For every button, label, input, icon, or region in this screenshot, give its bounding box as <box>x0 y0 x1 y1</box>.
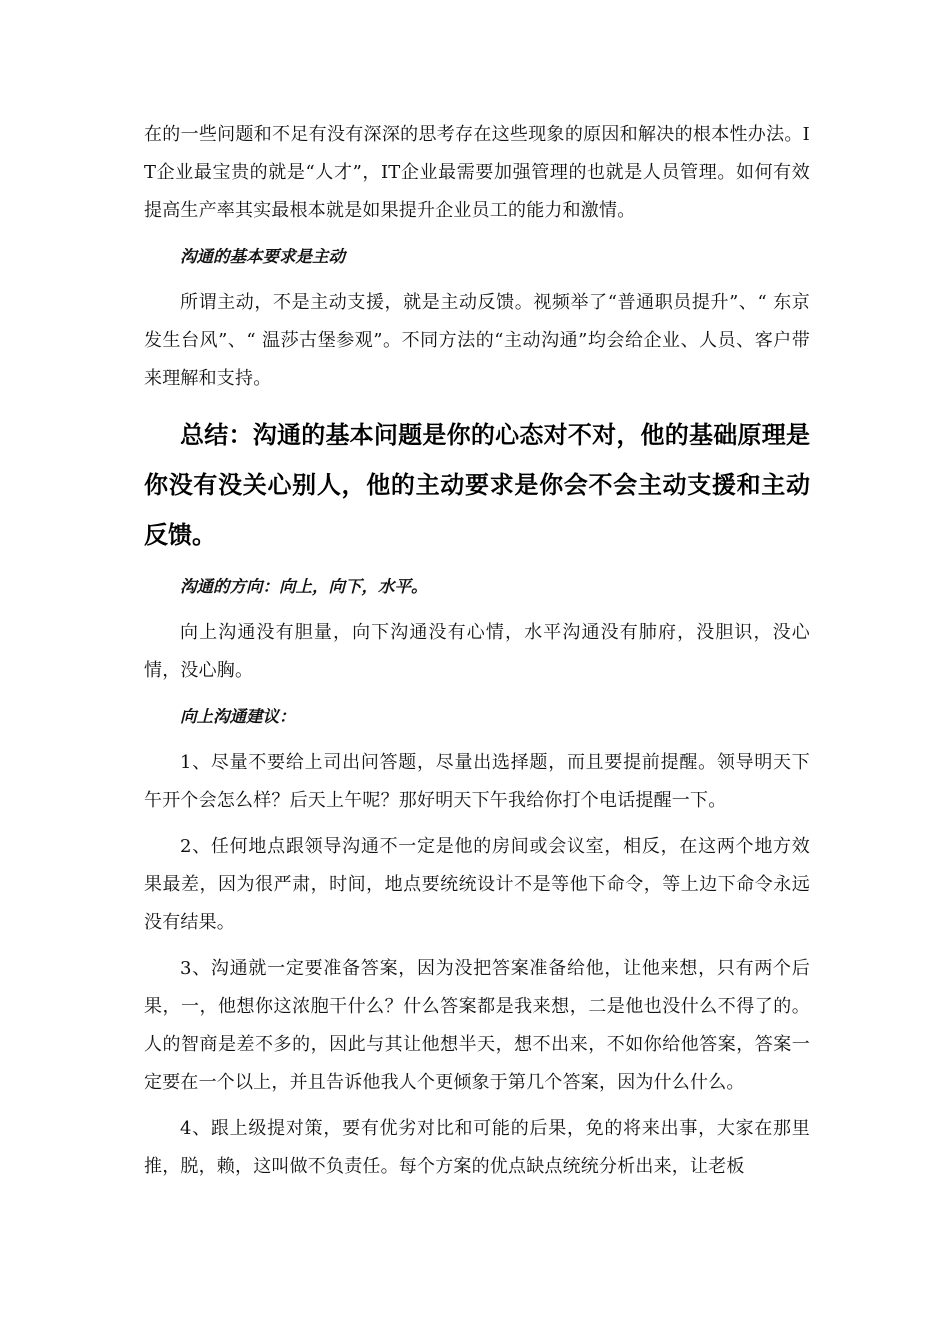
paragraph-proactive: 所谓主动，不是主动支援，就是主动反馈。视频举了“普通职员提升”、“ 东京发生台风”、“ 温莎古堡参观”。不同方法的“主动沟通”均会给企业、人员、客户带来理解和支持。 <box>144 292 810 389</box>
heading-directions: 沟通的方向：向上，向下，水平。 <box>180 577 428 596</box>
paragraph-suggestion-3: 3、沟通就一定要准备答案，因为没把答案准备给他，让他来想，只有两个后果，一，他想你这浓胞干什么？什么答案都是我来想，二是他也没什么不得了的。人的智商是差不多的，因此与其让他想半天，想不出来，不如你给他答案，答案一定要在一个以上，并且告诉他我人个更倾象于第几个答案，因为什么什么。 <box>144 958 810 1093</box>
heading-basic-requirement: 沟通的基本要求是主动 <box>180 247 345 266</box>
paragraph-directions: 向上沟通没有胆量，向下沟通没有心情，水平沟通没有肺府，没胆识，没心情，没心胸。 <box>144 622 810 681</box>
paragraph-intro: 在的一些问题和不足有没有深深的思考存在这些现象的原因和解决的根本性办法。IT企业最宝贵的就是“人才”，IT企业最需要加强管理的也就是人员管理。如何有效提高生产率其实最根本就是如果提升企业员工的能力和激情。 <box>144 124 810 221</box>
heading-upward-suggestions: 向上沟通建议： <box>180 707 296 726</box>
paragraph-suggestion-2: 2、任何地点跟领导沟通不一定是他的房间或会议室，相反，在这两个地方效果最差，因为很严肃，时间，地点要统统设计不是等他下命令，等上边下命令永远没有结果。 <box>144 836 810 933</box>
paragraph-suggestion-1: 1、尽量不要给上司出问答题，尽量出选择题，而且要提前提醒。领导明天下午开个会怎么样？后天上午呢？那好明天下午我给你打个电话提醒一下。 <box>144 752 810 811</box>
summary-statement: 总结：沟通的基本问题是你的心态对不对，他的基础原理是你没有没关心别人，他的主动要求是你会不会主动支援和主动反馈。 <box>144 420 810 549</box>
paragraph-suggestion-4: 4、跟上级提对策，要有优劣对比和可能的后果，免的将来出事，大家在那里推，脱，赖，这叫做不负责任。每个方案的优点缺点统统分析出来，让老板 <box>144 1118 810 1177</box>
